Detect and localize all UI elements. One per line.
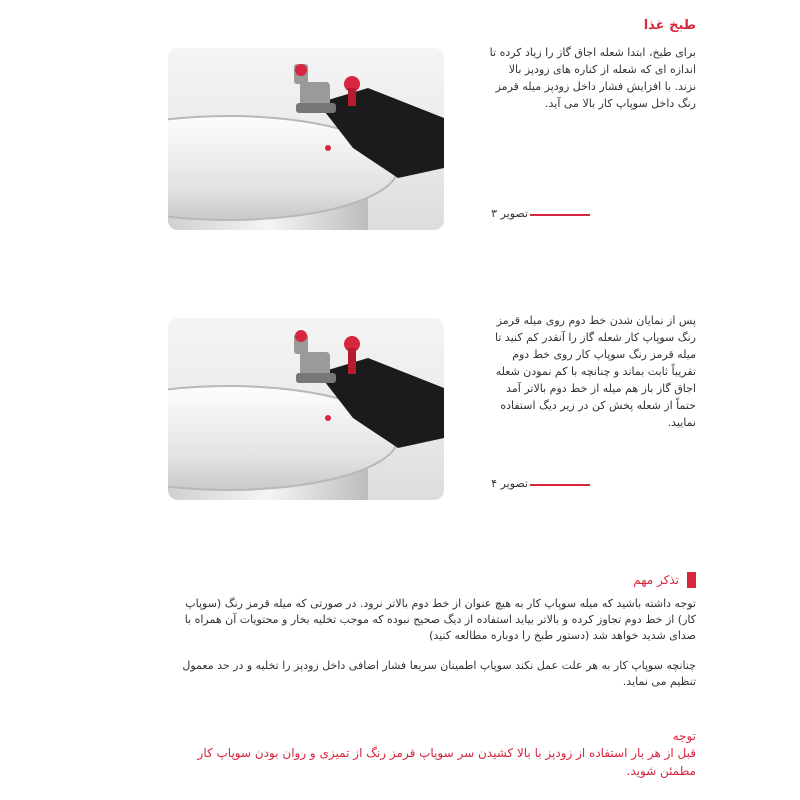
figure4-caption: تصویر ۴ — [491, 477, 528, 490]
pressure-cooker-photo-4 — [168, 318, 444, 500]
attention-title: توجه — [672, 729, 696, 743]
figure3-caption: تصویر ۳ — [491, 207, 528, 220]
important-note-paragraph-1: توجه داشته باشید که میله سوپاپ کار به هیچ عنوان از خط دوم بالاتر نرود. در صورتی که میله قرمز رنگ (سوپاپ کار) از خط دوم تجاوز کرده و بالاتر بیاید استفاده از دیگ صحیح نبوده که موجب تخلیه بخار و محتویات آن همراه با صدای شدید خواهد شد (دستور طبخ را دوباره مطالعه کنید) — [184, 597, 696, 642]
attention-paragraph: قبل از هر بار استفاده از زودپز با بالا کشیدن سر سوپاپ قرمز رنگ از تمیزی و روان بودن سوپاپ کار مطمئن شوید. — [197, 746, 696, 778]
figure3-paragraph: برای طبخ، ابتدا شعله اجاق گاز را زیاد کرده تا اندازه ای که شعله از کناره های زودپز بالا نزند. با افزایش فشار داخل زودپز میله قرمز رنگ داخل سوپاپ کار بالا می آید. — [489, 46, 696, 110]
important-note-body — [166, 596, 696, 704]
note-marker-icon — [687, 572, 696, 588]
important-note-title: تذکر مهم — [633, 573, 679, 587]
figure4-caption-line — [530, 484, 590, 486]
pressure-cooker-photo-3 — [168, 48, 444, 230]
section-title: طبخ غذا — [643, 18, 696, 33]
important-note-paragraph-2: چنانچه سوپاپ کار به هر علت عمل نکند سوپاپ اطمینان سریعا فشار اضافی داخل زودپز را تخلیه و در حد معمول تنظیم می نماید. — [182, 659, 696, 688]
figure4-paragraph: پس از نمایان شدن خط دوم روی میله قرمز رنگ سوپاپ کار شعله گاز را آنقدر کم کنید تا میله قرمز رنگ سوپاپ کار روی خط دوم تقریباً ثابت بماند و چنانچه با کم نمودن شعله اجاق گاز باز هم میله از خط دوم بالاتر آمد حتماً از شعله پخش کن در زیر دیگ استفاده نمایید. — [495, 314, 696, 429]
important-note-header — [633, 572, 696, 588]
figure3-caption-line — [530, 214, 590, 216]
